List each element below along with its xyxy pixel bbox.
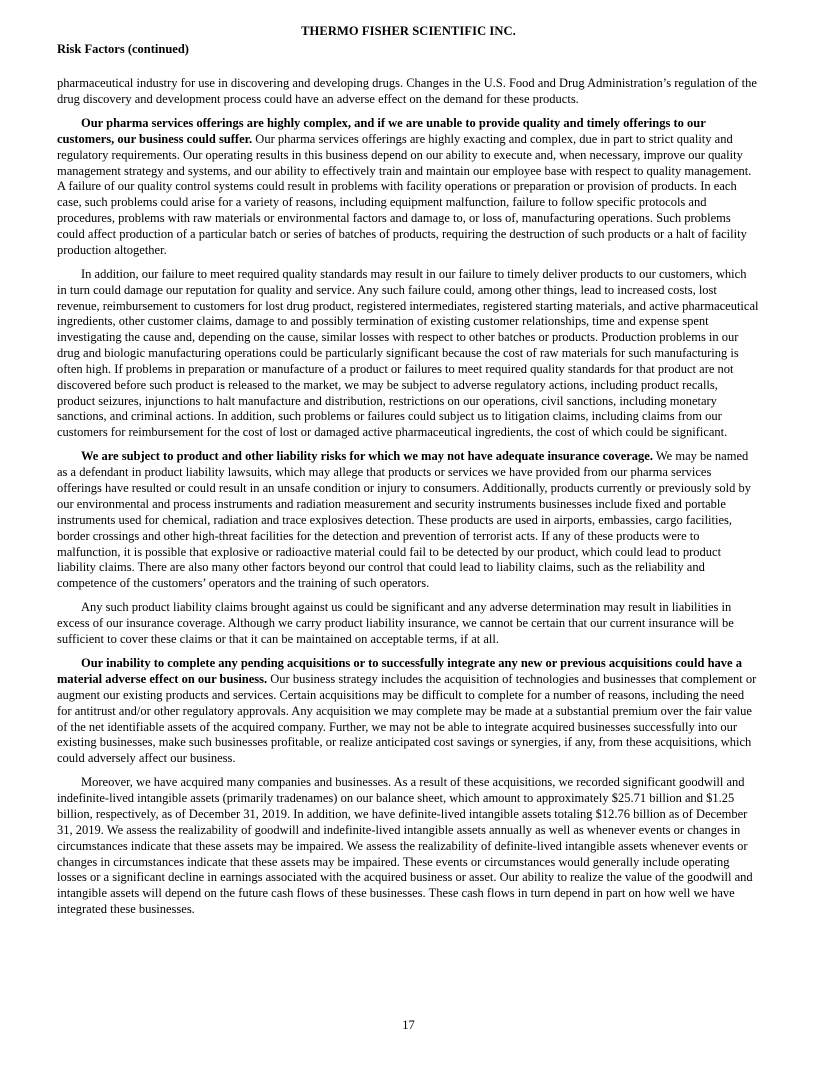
paragraph-2 (57, 116, 759, 259)
paragraph-7 (57, 775, 759, 918)
paragraph-1-text: pharmaceutical industry for use in discovering and developing drugs. Changes in the U.S. Food and Drug Administration’s regulation of the drug discovery and development process could have an adverse effect on the demand for these products. (57, 76, 757, 106)
paragraph-3-text: In addition, our failure to meet required quality standards may result in our failure to timely deliver products to our customers, which in turn could damage our reputation for quality and service. Any such failure could, among other things, lead to increased costs, lost revenue, reimbursement to customers for lost drug product, registered intermediates, registered starting materials, and active pharmaceutical ingredients, other customer claims, damage to and possibly termination of existing customer relationships, time and expense spent investigating the cause and, depending on the cause, similar losses with respect to other batches or products. Production problems in our drug and biologic manufacturing operations could be particularly significant because the cost of raw materials for such manufacturing is often high. If problems in preparation or manufacture of a product or failures to meet required quality standards for that product are not discovered before such product is released to the market, we may be subject to adverse regulatory actions, including product recalls, product seizures, injunctions to halt manufacture and distribution, restrictions on our operations, civil sanctions, including monetary sanctions, and criminal actions. In addition, such problems or failures could subject us to litigation claims, including claims from our customers for reimbursement for the cost of lost or damaged active pharmaceutical ingredients, the cost of which could be significant. (57, 266, 759, 440)
paragraph-6-heading: Our inability to complete any pending acquisitions or to successfully integrate any new or previous acquisitions could have a material adverse effect on our business. (57, 656, 742, 687)
paragraph-6 (57, 656, 759, 767)
paragraph-4-text: We may be named as a defendant in product liability lawsuits, which may allege that products or services we have provided from our pharma services offerings have resulted or could result in an unsafe condition or injury to consumers. Additionally, products currently or previously sold by our environmental and process instruments and radiation measurement and security instruments businesses include fixed and portable instruments used for chemical, radiation and trace explosives detection. These products are used in airports, embassies, cargo facilities, border crossings and other high-threat facilities for the detection and prevention of terrorist acts. If any of these products were to malfunction, it is possible that explosive or radioactive material could fail to be detected by our product, which could lead to product liability claims. There are also many other factors beyond our control that could lead to liability claims, such as the reliability and competence of the customers’ operators and the training of such operators. (57, 449, 751, 591)
paragraph-3 (57, 267, 759, 441)
paragraph-5-text: Any such product liability claims brought against us could be significant and any adverse determination may result in liabilities in excess of our insurance coverage. Although we carry product liability insurance, we cannot be certain that our current insurance will be sufficient to cover these claims or that it can be maintained on acceptable terms, if at all. (57, 600, 734, 647)
document-body (57, 76, 759, 926)
paragraph-5 (57, 600, 759, 648)
paragraph-6-text: Our business strategy includes the acquisition of technologies and businesses that complement or augment our existing products and services. Certain acquisitions may be difficult to complete for a number of reasons, including the need for antitrust and/or other regulatory approvals. Any acquisition we may complete may be made at a substantial premium over the fair value of the net identifiable assets of the acquired company. Further, we may not be able to integrate acquired businesses successfully into our existing businesses, make such businesses profitable, or realize anticipated cost savings or synergies, if any, from these acquisitions, which could adversely affect our business. (57, 672, 757, 766)
paragraph-2-heading: Our pharma services offerings are highly complex, and if we are unable to provide quality and timely offerings to our customers, our business could suffer. (57, 115, 706, 146)
company-name: THERMO FISHER SCIENTIFIC INC. (301, 24, 516, 38)
paragraph-7-text: Moreover, we have acquired many companies and businesses. As a result of these acquisitions, we recorded significant goodwill and indefinite-lived intangible assets (primarily tradenames) on our balance sheet, which amount to approximately $25.71 billion and $1.25 billion, respectively, as of December 31, 2019. In addition, we have definite-lived intangible assets totaling $12.76 billion as of December 31, 2019. We assess the realizability of goodwill and indefinite-lived intangible assets annually as well as whenever events or changes in circumstances indicate that these assets may be impaired. We assess the realizability of definite-lived intangible assets whenever events or changes in circumstances indicate that these assets may be impaired. These events or circumstances would generally include operating losses or a significant decline in earnings associated with the acquired business or asset. Our ability to realize the value of the goodwill and intangible assets will depend on the future cash flows of these businesses. These cash flows in turn depend in part on how well we have integrated these businesses. (57, 775, 753, 917)
section-title: Risk Factors (continued) (57, 42, 189, 56)
paragraph-4-heading: We are subject to product and other liability risks for which we may not have adequate insurance coverage. (81, 449, 653, 464)
paragraph-2-text: Our pharma services offerings are highly exacting and complex, due in part to strict quality and regulatory requirements. Our operating results in this business depend on our ability to execute and, when necessary, improve our quality management strategy and systems, and our ability to effectively train and maintain our employee base with respect to quality management. A failure of our quality control systems could result in problems with facility operations or preparation or provision of products. In each case, such problems could arise for a variety of reasons, including equipment malfunction, failure to follow specific protocols and procedures, problems with raw materials or environmental factors and damage to, or loss of, manufacturing operations. Such problems could affect production of a particular batch or series of batches of products, requiring the destruction of such products or a halt of facility production altogether. (57, 131, 752, 257)
page-number: 17 (402, 1018, 415, 1032)
paragraph-4 (57, 449, 759, 592)
paragraph-1 (57, 76, 759, 108)
